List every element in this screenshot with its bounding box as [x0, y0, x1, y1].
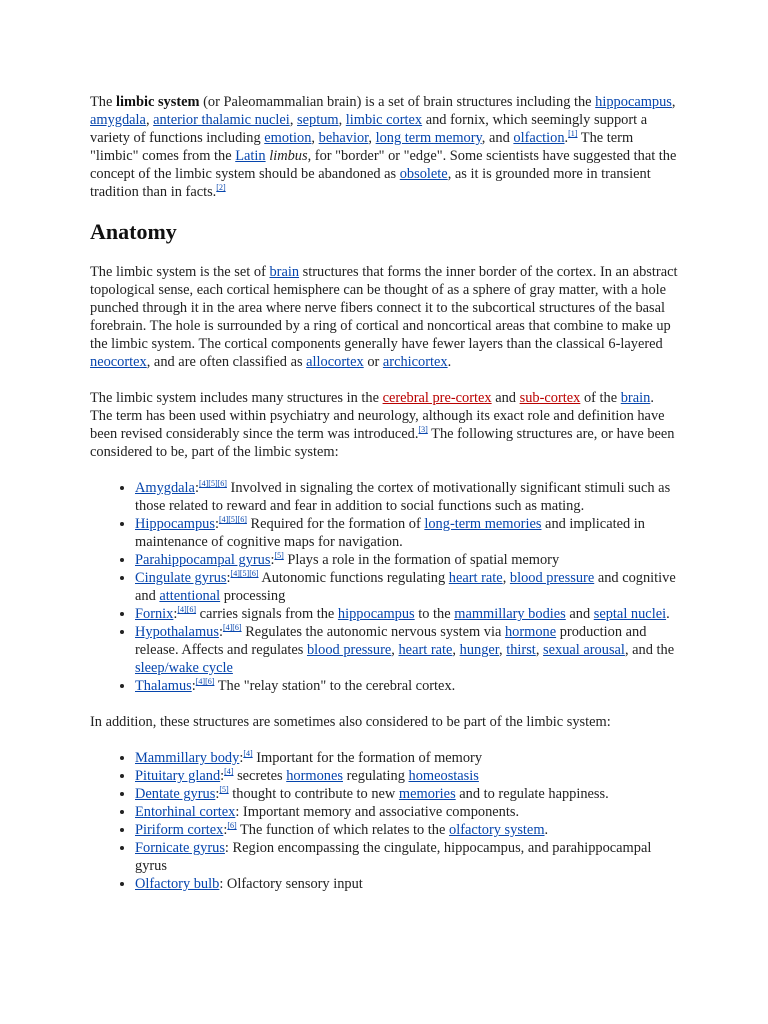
italic-term: limbus — [269, 148, 308, 164]
link-homeostasis[interactable]: homeostasis — [408, 768, 479, 784]
section-heading-anatomy: Anatomy — [90, 219, 177, 244]
link-allocortex[interactable]: allocortex — [306, 354, 364, 370]
citation-link[interactable]: [2] — [216, 183, 226, 192]
link-hippocampus[interactable]: hippocampus — [337, 606, 415, 622]
anatomy-paragraph-2 — [90, 389, 678, 461]
citation-link[interactable]: [4][5][6] — [198, 479, 227, 488]
link-cerebral-pre-cortex[interactable]: cerebral pre-cortex — [382, 390, 492, 406]
citation-link[interactable]: [4] — [224, 767, 234, 776]
text-run: production and release. Affects and regulates — [135, 624, 647, 658]
text-run: : Important memory and associative components. — [235, 804, 520, 820]
link-amygdala[interactable]: amygdala — [90, 112, 146, 128]
link-olfactory-system[interactable]: olfactory system — [449, 822, 545, 838]
text-run: regulating — [342, 768, 409, 784]
text-run: , for "border" or "edge". Some scientists have suggested that the concept of the limbic system should be abandoned as — [90, 148, 677, 182]
text-run: Plays a role in the formation of spatial memory — [283, 552, 560, 568]
citation-ref[interactable] — [196, 677, 215, 686]
text-run: In addition, these structures are sometimes also considered to be part of the limbic system: — [90, 714, 611, 730]
link-piriform-cortex[interactable]: Piriform cortex — [135, 822, 224, 838]
text-run: and fornix, which seemingly support a variety of functions including — [90, 112, 648, 146]
link-fornicate-gyrus[interactable]: Fornicate gyrus — [135, 840, 225, 856]
text-run: . — [447, 354, 452, 370]
link-brain[interactable]: brain — [620, 390, 651, 406]
list-item — [135, 551, 678, 569]
text-run: , — [391, 642, 399, 658]
text-run: , and — [481, 130, 514, 146]
list-item — [135, 821, 678, 839]
limbic-structures-list — [90, 479, 678, 695]
link-hypothalamus[interactable]: Hypothalamus — [135, 624, 219, 640]
link-attentional[interactable]: attentional — [159, 588, 221, 604]
link-parahippocampal-gyrus[interactable]: Parahippocampal gyrus — [135, 552, 271, 568]
text-run: , — [145, 112, 154, 128]
text-run: : — [226, 570, 231, 586]
link-hunger[interactable]: hunger — [459, 642, 500, 658]
citation-link[interactable]: [4][6] — [177, 605, 197, 614]
link-emotion[interactable]: emotion — [264, 130, 312, 146]
citation-ref[interactable] — [227, 821, 236, 830]
citation-link[interactable]: [4][5][6] — [230, 569, 259, 578]
list-item — [135, 623, 678, 677]
text-run: , — [502, 570, 510, 586]
bold-term: limbic system — [115, 94, 200, 110]
text-run: The term "limbic" comes from the — [90, 130, 634, 164]
text-run: , — [338, 112, 346, 128]
citation-link[interactable]: [4][6] — [222, 623, 242, 632]
text-run: and implicated in maintenance of cognitive maps for navigation. — [135, 516, 645, 550]
list-item — [135, 875, 678, 893]
intro-paragraph — [90, 93, 678, 201]
citation-ref[interactable] — [274, 551, 283, 560]
citation-ref[interactable] — [219, 785, 228, 794]
list-item — [135, 605, 678, 623]
list-item — [135, 677, 678, 695]
text-run: (or Paleomammalian brain) is a set of brain structures including the — [199, 94, 596, 110]
text-run: Required for the formation of — [246, 516, 425, 532]
list-item — [135, 803, 678, 821]
link-long-term-memories[interactable]: long-term memories — [424, 516, 542, 532]
list-item — [135, 515, 678, 551]
link-thirst[interactable]: thirst — [506, 642, 536, 658]
link-archicortex[interactable]: archicortex — [382, 354, 448, 370]
link-septal-nuclei[interactable]: septal nuclei — [593, 606, 667, 622]
link-anterior-thalamic-nuclei[interactable]: anterior thalamic nuclei — [153, 112, 290, 128]
text-run: , and are often classified as — [146, 354, 307, 370]
citation-ref[interactable] — [216, 183, 225, 192]
text-run: and cognitive and — [135, 570, 676, 604]
text-run: secretes — [233, 768, 287, 784]
text-run: structures that forms the inner border of the cortex. In an abstract topological sense, each cortical hemisphere can be thought of as a sphere of gray matter, with a hole punched through it in the area where nerve fibers connect it to the subcortical structures of the basal forebrain. The hole is surrounded by a ring of cortical and noncortical areas that combine to make up the limbic system. The cortical components generally have fewer layers than the classical 6-layered — [90, 264, 678, 352]
link-mammillary-body[interactable]: Mammillary body — [135, 750, 240, 766]
citation-link[interactable]: [1] — [568, 129, 578, 138]
link-hormones[interactable]: hormones — [286, 768, 343, 784]
link-amygdala[interactable]: Amygdala — [135, 480, 195, 496]
text-run: , — [289, 112, 298, 128]
citation-link[interactable]: [5] — [274, 551, 284, 560]
text-run: , — [535, 642, 544, 658]
link-memories[interactable]: memories — [398, 786, 456, 802]
list-item — [135, 479, 678, 515]
citation-ref[interactable] — [223, 623, 242, 632]
text-run: : — [173, 606, 178, 622]
text-run: , — [671, 94, 676, 110]
text-run: : — [270, 552, 275, 568]
text-run: to the — [414, 606, 455, 622]
citation-ref[interactable] — [418, 425, 427, 434]
text-run: The function of which relates to the — [236, 822, 449, 838]
text-run: , — [452, 642, 460, 658]
list-item — [135, 767, 678, 785]
link-heart-rate[interactable]: heart rate — [448, 570, 503, 586]
text-run: . The term has been used within psychiatry and neurology, although its exact role and definition have been revised considerably since the term was introduced. — [90, 390, 665, 442]
text-run: : — [218, 624, 223, 640]
link-cingulate-gyrus[interactable]: Cingulate gyrus — [135, 570, 227, 586]
link-latin[interactable]: Latin — [235, 148, 266, 164]
additional-structures-list — [90, 749, 678, 893]
text-run: . — [564, 130, 569, 146]
link-entorhinal-cortex[interactable]: Entorhinal cortex — [135, 804, 236, 820]
link-sleep-wake-cycle[interactable]: sleep/wake cycle — [135, 660, 233, 676]
text-run: The "relay station" to the cerebral cortex. — [214, 678, 456, 694]
text-run: , — [499, 642, 507, 658]
link-olfactory-bulb[interactable]: Olfactory bulb — [135, 876, 220, 892]
link-septum[interactable]: septum — [297, 112, 339, 128]
anatomy-paragraph-3 — [90, 713, 678, 731]
link-blood-pressure[interactable]: blood pressure — [306, 642, 392, 658]
text-run: and to regulate happiness. — [455, 786, 609, 802]
citation-link[interactable]: [3] — [418, 425, 428, 434]
text-run: Regulates the autonomic nervous system via — [241, 624, 505, 640]
text-run: , — [368, 130, 376, 146]
text-run: : Olfactory sensory input — [219, 876, 363, 892]
link-behavior[interactable]: behavior — [318, 130, 369, 146]
text-run: : — [191, 678, 196, 694]
list-item — [135, 749, 678, 767]
citation-ref[interactable] — [177, 605, 196, 614]
text-run: Autonomic functions regulating — [258, 570, 449, 586]
anatomy-paragraph-1 — [90, 263, 678, 371]
link-olfaction[interactable]: olfaction — [513, 130, 565, 146]
text-run: : — [215, 786, 220, 802]
citation-ref[interactable] — [199, 479, 227, 488]
link-neocortex[interactable]: neocortex — [90, 354, 147, 370]
text-run: of the — [580, 390, 621, 406]
link-limbic-cortex[interactable]: limbic cortex — [345, 112, 423, 128]
text-run: , — [311, 130, 319, 146]
link-fornix[interactable]: Fornix — [135, 606, 174, 622]
text-run: . — [544, 822, 549, 838]
list-item — [135, 839, 678, 875]
text-run: : — [220, 768, 225, 784]
link-sub-cortex[interactable]: sub-cortex — [519, 390, 581, 406]
link-obsolete[interactable]: obsolete — [399, 166, 448, 182]
text-run: , as it is grounded more in transient tradition than in facts. — [90, 166, 651, 200]
text-run: processing — [220, 588, 286, 604]
citation-link[interactable]: [4] — [243, 749, 253, 758]
link-mammillary-bodies[interactable]: mammillary bodies — [454, 606, 566, 622]
citation-link[interactable]: [5] — [219, 785, 229, 794]
link-hormone[interactable]: hormone — [504, 624, 557, 640]
text-run: thought to contribute to new — [228, 786, 399, 802]
text-run: or — [363, 354, 383, 370]
text-run: : — [239, 750, 244, 766]
text-run: The following structures are, or have been considered to be, part of the limbic system: — [90, 426, 675, 460]
link-hippocampus[interactable]: Hippocampus — [135, 516, 215, 532]
citation-ref[interactable] — [231, 569, 259, 578]
link-thalamus[interactable]: Thalamus — [135, 678, 192, 694]
list-item — [135, 785, 678, 803]
text-run: . — [666, 606, 670, 622]
link-brain[interactable]: brain — [269, 264, 300, 280]
link-heart-rate[interactable]: heart rate — [398, 642, 453, 658]
text-run: The limbic system is the set of — [90, 264, 270, 280]
text-run: The — [90, 94, 116, 110]
link-hippocampus[interactable]: hippocampus — [595, 94, 672, 110]
text-run: carries signals from the — [196, 606, 338, 622]
text-run: : — [194, 480, 199, 496]
link-dentate-gyrus[interactable]: Dentate gyrus — [135, 786, 216, 802]
text-run: Involved in signaling the cortex of motivationally significant stimuli such as those related to reward and fear in addition to social functions such as mating. — [135, 480, 671, 514]
citation-ref[interactable] — [219, 515, 247, 524]
link-blood-pressure[interactable]: blood pressure — [509, 570, 595, 586]
text-run: : — [223, 822, 228, 838]
text-run: : — [214, 516, 219, 532]
text-run: Important for the formation of memory — [252, 750, 483, 766]
citation-link[interactable]: [4][6] — [195, 677, 215, 686]
list-item — [135, 569, 678, 605]
link-long-term-memory[interactable]: long term memory — [375, 130, 482, 146]
text-run: : Region encompassing the cingulate, hippocampus, and parahippocampal gyrus — [135, 840, 652, 874]
link-pituitary-gland[interactable]: Pituitary gland — [135, 768, 221, 784]
text-run: The limbic system includes many structures in the — [90, 390, 383, 406]
text-run: and — [565, 606, 594, 622]
text-run: and — [491, 390, 520, 406]
citation-link[interactable]: [6] — [227, 821, 237, 830]
text-run: , and the — [624, 642, 675, 658]
citation-ref[interactable] — [243, 749, 252, 758]
citation-link[interactable]: [4][5][6] — [218, 515, 247, 524]
link-sexual-arousal[interactable]: sexual arousal — [543, 642, 625, 658]
